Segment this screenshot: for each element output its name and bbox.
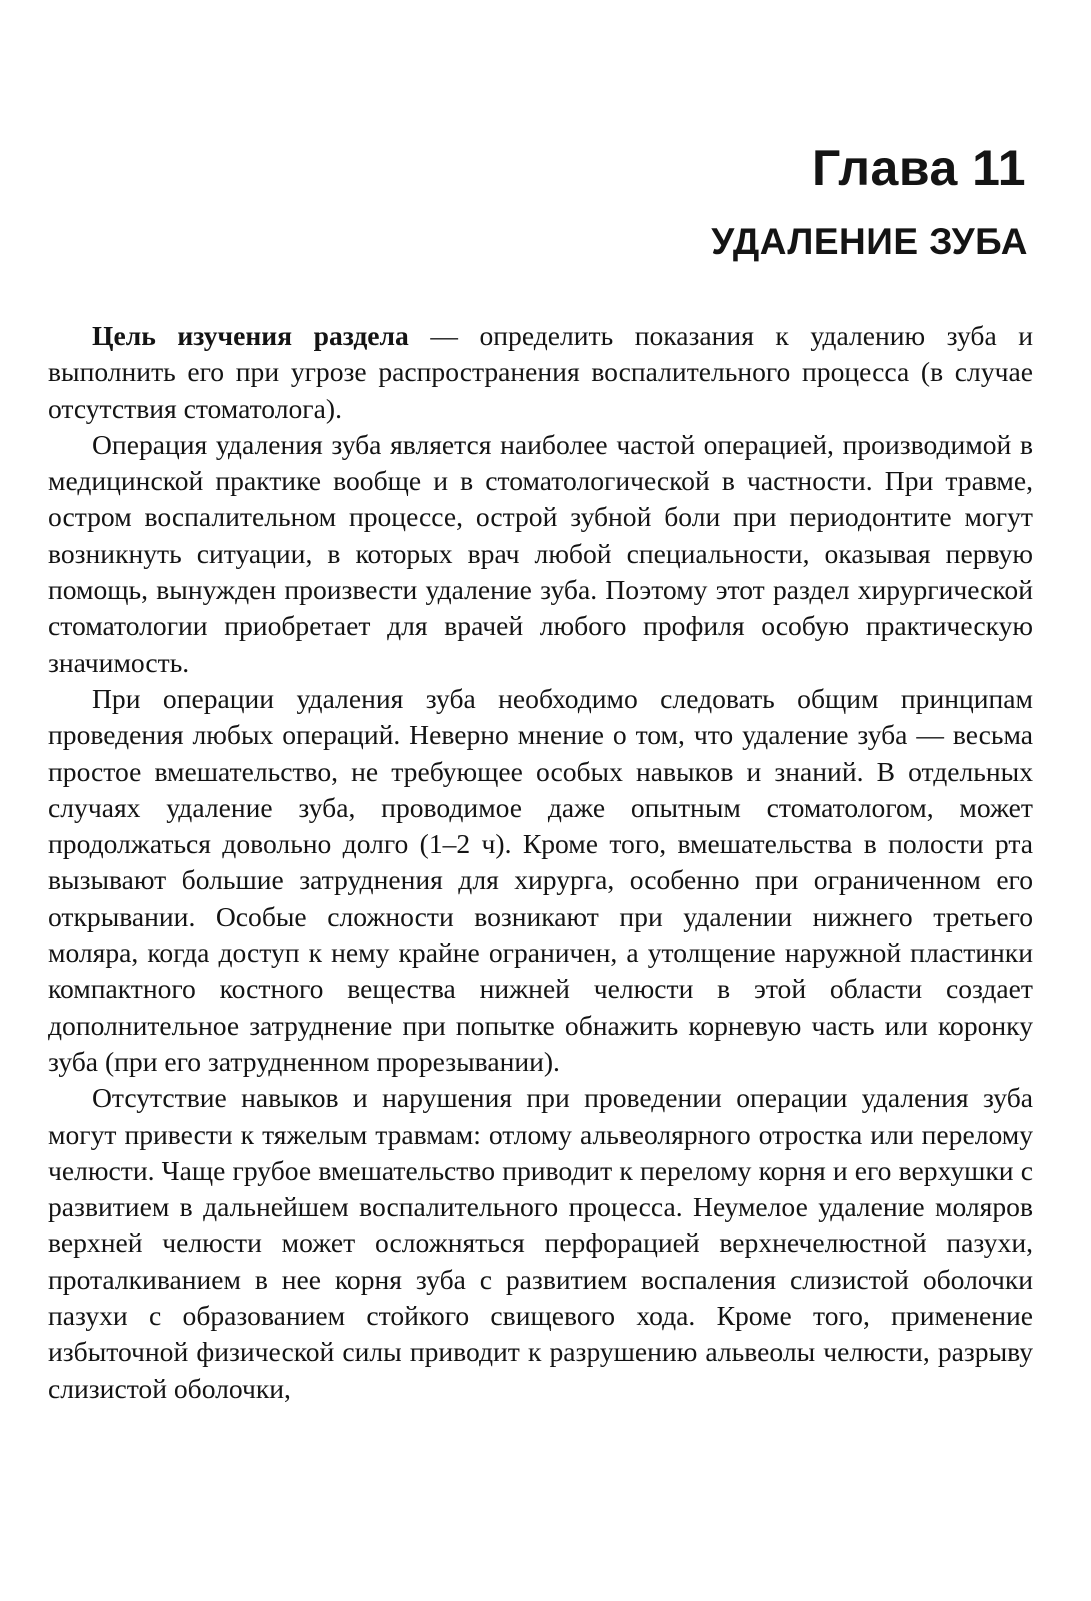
- body-text: [48, 318, 1033, 1407]
- chapter-title: УДАЛЕНИЕ ЗУБА: [711, 221, 1028, 262]
- chapter-label: Глава 11: [811, 140, 1026, 196]
- paragraph-1: Операция удаления зуба является наиболее частой операцией, производимой в медицинской практике вообще и в стоматологической в частности. При травме, остром воспалительном процессе, острой зубной боли при периодонтите могут возникнуть ситуации, в которых врач любой специальности, оказывая первую помощь, вынужден произвести удаление зуба. Поэтому этот раздел хирургической стоматологии приобретает для врачей любого профиля особую практическую значимость.: [48, 428, 1033, 678]
- intro-text: — определить показания к удалению зуба и выполнить его при угрозе распространения воспалительного процесса (в случае отсутствия стоматолога).: [48, 320, 1033, 424]
- intro-paragraph: [48, 318, 1033, 427]
- paragraph-2: При операции удаления зуба необходимо следовать общим принципам проведения любых операций. Неверно мнение о том, что удаление зуба — весьма простое вмешательство, не требующее особых навыков и знаний. В отдельных случаях удаление зуба, проводимое даже опытным стоматологом, может продолжаться довольно долго (1–2 ч). Кроме того, вмешательства в полости рта вызывают большие затруднения для хирурга, особенно при ограниченном его открывании. Особые сложности возникают при удалении нижнего третьего моляра, когда доступ к нему крайне ограничен, а утолщение наружной пластинки компактного костного вещества нижней челюсти в этой области создает дополнительное затруднение при попытке обнажить корневую часть или коронку зуба (при его затрудненном прорезывании).: [48, 682, 1033, 1077]
- paragraph-3: Отсутствие навыков и нарушения при проведении операции удаления зуба могут привести к тяжелым травмам: отлому альвеолярного отростка или перелому челюсти. Чаще грубое вмешательство приводит к перелому корня и его верхушки с развитием в дальнейшем воспалительного процесса. Неумелое удаление моляров верхней челюсти может осложняться перфорацией верхнечелюстной пазухи, проталкиванием в нее корня зуба с развитием воспаления слизистой оболочки пазухи с образованием стойкого свищевого хода. Кроме того, применение избыточной физической силы приводит к разрушению альвеолы челюсти, разрыву слизистой оболочки,: [48, 1082, 1033, 1404]
- intro-lead: Цель изучения раздела: [92, 320, 409, 351]
